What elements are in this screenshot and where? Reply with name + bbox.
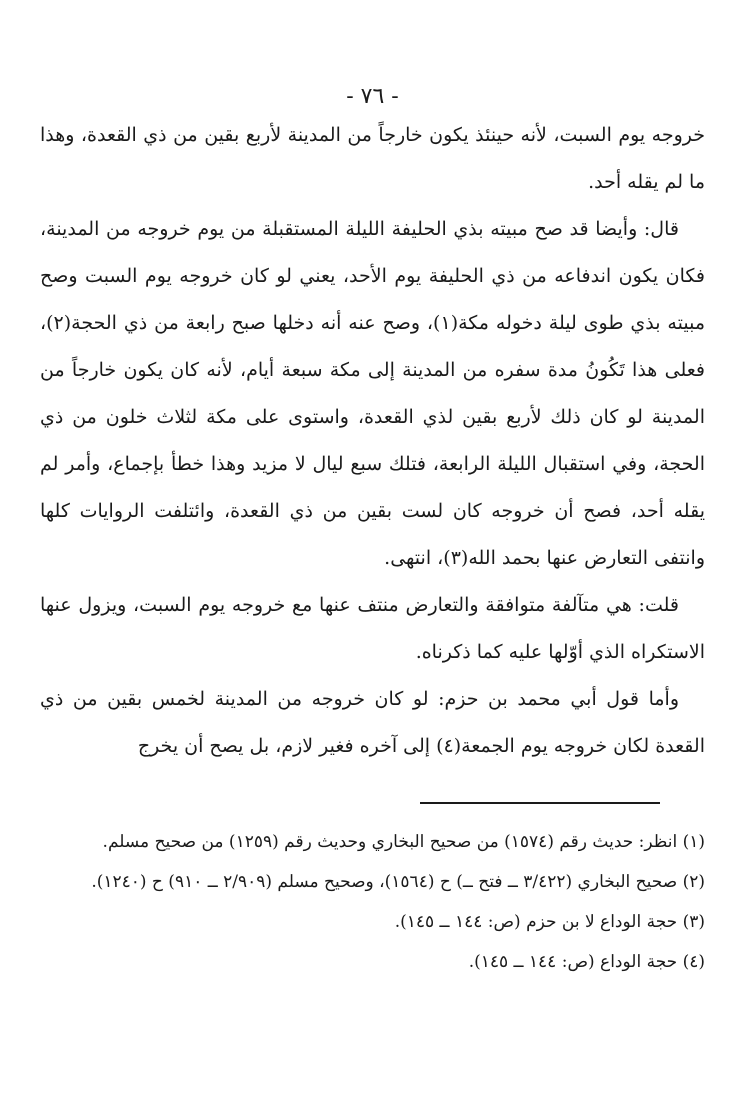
footnote-separator bbox=[420, 802, 660, 804]
footnote-4: (٤) حجة الوداع (ص: ١٤٤ ــ ١٤٥). bbox=[468, 952, 705, 972]
paragraph-4: وأما قول أبي محمد بن حزم: لو كان خروجه من المدينة لخمس بقين من ذي القعدة لكان خروجه يوم الجمعة(٤) إلى آخره فغير لازم، بل يصح أن يخرج bbox=[40, 688, 705, 757]
footnotes bbox=[40, 822, 705, 982]
paragraph-1: خروجه يوم السبت، لأنه حينئذ يكون خارجاً من المدينة لأربع بقين من ذي القعدة، وهذا ما لم يقله أحد. bbox=[40, 124, 705, 193]
paragraph-2: قال: وأيضا قد صح مبيته بذي الحليفة الليلة المستقبلة من يوم خروجه من المدينة، فكان يكون اندفاعه من ذي الحليفة يوم الأحد، يعني لو كان خروجه يوم السبت وصح مبيته بذي طوى ليلة دخوله مكة(١)، وصح عنه أنه دخلها صبح رابعة من ذي الحجة(٢)، فعلى هذا تَكُونُ مدة سفره من المدينة إلى مكة سبعة أيام، لأنه كان يكون خارجاً من المدينة لو كان ذلك لأربع بقين لذي القعدة، واستوى على مكة لثلاث خلون من ذي الحجة، وفي استقبال الليلة الرابعة، فتلك سبع ليال لا مزيد وهذا خطأ بإجماع، وأمر لم يقله أحد، فصح أن خروجه كان لست بقين من ذي القعدة، وائتلفت الروايات كلها وانتفى التعارض عنها بحمد الله(٣)، انتهى. bbox=[40, 218, 705, 569]
footnote-2: (٢) صحيح البخاري (٣/٤٢٢ ــ فتح ــ) ح (١٥٦٤)، وصحيح مسلم (٢/٩٠٩ ــ ٩١٠) ح (١٢٤٠). bbox=[91, 872, 705, 892]
main-text bbox=[40, 112, 705, 770]
footnote-3: (٣) حجة الوداع لا بن حزم (ص: ١٤٤ ــ ١٤٥). bbox=[394, 912, 705, 932]
footnote-1: (١) انظر: حديث رقم (١٥٧٤) من صحيح البخاري وحديث رقم (١٢٥٩) من صحيح مسلم. bbox=[102, 832, 705, 852]
paragraph-3: قلت: هي متآلفة متوافقة والتعارض منتف عنها مع خروجه يوم السبت، ويزول عنها الاستكراه الذي أوّلها عليه كما ذكرناه. bbox=[40, 594, 705, 663]
page-number: - ٧٦ - bbox=[346, 84, 399, 109]
